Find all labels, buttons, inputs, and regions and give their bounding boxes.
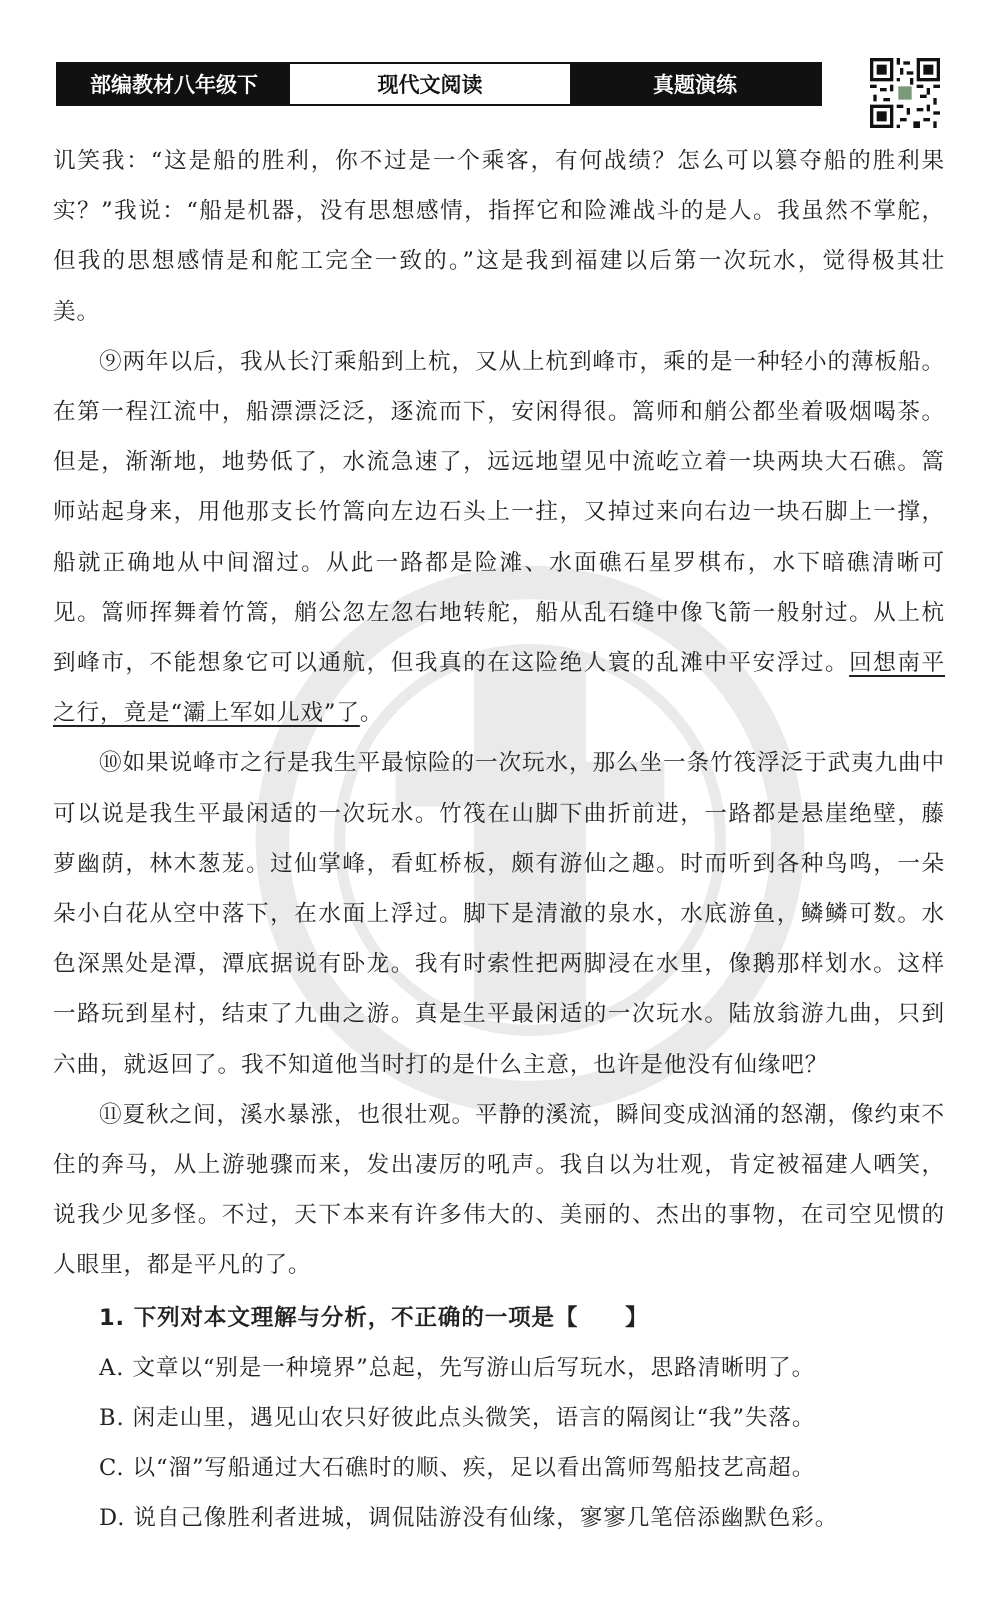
header-practice-label: 真题演练 bbox=[570, 64, 820, 104]
reading-passage bbox=[53, 136, 945, 1544]
underlined-sentence: 回想南平之行，竟是“灞上军如儿戏”了 bbox=[53, 650, 945, 727]
option-d: D. 说自己像胜利者进城，调侃陆游没有仙缘，寥寥几笔倍添幽默色彩。 bbox=[99, 1505, 839, 1532]
paragraph-8-tail: 讥笑我：“这是船的胜利，你不过是一个乘客，有何战绩？怎么可以篡夺船的胜利果实？”我说：“船是机器，没有思想感情，指挥它和险滩战斗的是人。我虽然不掌舵，但我的思想感情是和舵工完全一致的。”这是我到福建以后第一次玩水，觉得极其壮美。 bbox=[53, 148, 945, 325]
option-b: B. 闲走山里，遇见山农只好彼此点头微笑，语言的隔阂让“我”失落。 bbox=[99, 1405, 816, 1432]
option-a: A. 文章以“别是一种境界”总起，先写游山后写玩水，思路清晰明了。 bbox=[99, 1354, 816, 1381]
paragraph-10: ⑩如果说峰市之行是我生平最惊险的一次玩水，那么坐一条竹筏浮泛于武夷九曲中可以说是我生平最闲适的一次玩水。竹筏在山脚下曲折前进，一路都是悬崖绝壁，藤萝幽荫，林木葱茏。过仙掌峰，看虹桥板，颇有游仙之趣。时而听到各种鸟鸣，一朵朵小白花从空中落下，在水面上浮过。脚下是清澈的泉水，水底游鱼，鳞鳞可数。水色深黑处是潭，潭底据说有卧龙。我有时索性把两脚浸在水里，像鹅那样划水。这样一路玩到星村，结束了九曲之游。真是生平最闲适的一次玩水。陆放翁游九曲，只到六曲，就返回了。我不知道他当时打的是什么主意，也许是他没有仙缘吧？ bbox=[53, 750, 945, 1078]
question-stem: 1. 下列对本文理解与分析，不正确的一项是【 】 bbox=[99, 1304, 649, 1331]
header-grade-label: 部编教材八年级下 bbox=[58, 64, 290, 104]
option-c: C. 以“溜”写船通过大石礁时的顺、疾，足以看出篙师驾船技艺高超。 bbox=[99, 1455, 816, 1482]
qr-code-icon bbox=[870, 58, 940, 128]
paragraph-9-text: ⑨两年以后，我从长汀乘船到上杭，又从上杭到峰市，乘的是一种轻小的薄板船。在第一程江流中，船漂漂泛泛，逐流而下，安闲得很。篙师和艄公都坐着吸烟喝茶。但是，渐渐地，地势低了，水流急速了，远远地望见中流屹立着一块两块大石礁。篙师站起身来，用他那支长竹篙向左边石头上一拄，又掉过来向右边一块石脚上一撑，船就正确地从中间溜过。从此一路都是险滩、水面礁石星罗棋布，水下暗礁清晰可见。篙师挥舞着竹篙，艄公忽左忽右地转舵，船从乱石缝中像飞箭一般射过。从上杭到峰市，不能想象它可以通航，但我真的在这险绝人寰的乱滩中平安浮过。 bbox=[53, 348, 945, 677]
paragraph-11: ⑪夏秋之间，溪水暴涨，也很壮观。平静的溪流，瞬间变成汹涌的怒潮，像约束不住的奔马，从上游驰骤而来，发出凄厉的吼声。我自以为壮观，肯定被福建人哂笑，说我少见多怪。不过，天下本来有许多伟大的、美丽的、杰出的事物，在司空见惯的人眼里，都是平凡的了。 bbox=[53, 1101, 945, 1279]
header-bar bbox=[56, 62, 822, 106]
header-section-label: 现代文阅读 bbox=[290, 64, 570, 104]
paragraph-9 bbox=[53, 337, 945, 739]
paragraph-9-end: 。 bbox=[359, 700, 384, 727]
